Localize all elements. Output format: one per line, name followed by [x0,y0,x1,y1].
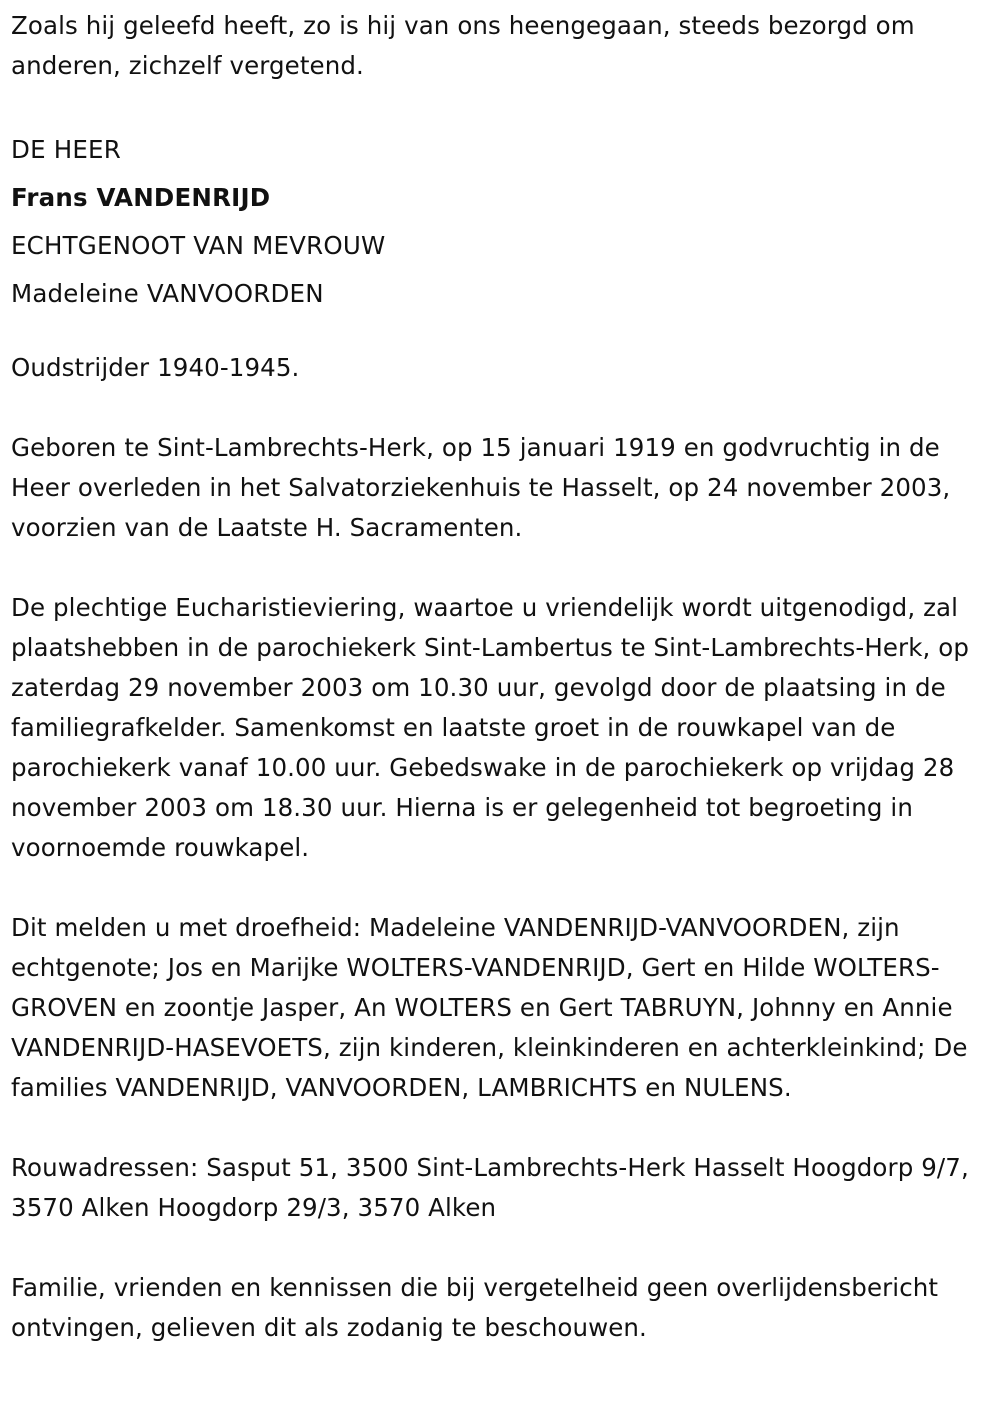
spouse-name: Madeleine VANVOORDEN [11,279,324,308]
ceremony-text: De plechtige Eucharistieviering, waartoe u vriendelijk wordt uitgenodigd, zal plaatshebben in de parochiekerk Sint-Lambertus te Sint-Lambrechts-Herk, op zaterdag 29 november 2003 om 10.30 uur, gevolgd door de plaatsing in de familiegrafkelder. Samenkomst en laatste groet in de rouwkapel van de parochiekerk vanaf 10.00 uur. Gebedswake in de parochiekerk op vrijdag 28 november 2003 om 18.30 uur. Hierna is er gelegenheid tot begroeting in voornoemde rouwkapel. [11,593,970,862]
veteran-text: Oudstrijder 1940-1945. [11,353,300,382]
deceased-name: Frans VANDENRIJD [11,183,271,212]
family-notice-text: Dit melden u met droefheid: Madeleine VANDENRIJD-VANVOORDEN, zijn echtgenote; Jos en Marijke WOLTERS-VANDENRIJD, Gert en Hilde WOLTERS-GROVEN en zoontje Jasper, An WOLTERS en Gert TABRUYN, Johnny en Annie VANDENRIJD-HASEVOETS, zijn kinderen, kleinkinderen en achterkleinkind; De families VANDENRIJD, VANVOORDEN, LAMBRICHTS en NULENS. [11,913,968,1102]
closing-text: Familie, vrienden en kennissen die bij vergetelheid geen overlijdensbericht ontvingen, gelieven dit als zodanig te beschouwen. [11,1273,939,1342]
birth-death-text: Geboren te Sint-Lambrechts-Herk, op 15 januari 1919 en godvruchtig in de Heer overleden in het Salvatorziekenhuis te Hasselt, op 24 november 2003, voorzien van de Laatste H. Sacramenten. [11,433,951,542]
deceased-title-block [11,126,988,318]
spouse-label: ECHTGENOOT VAN MEVROUW [11,231,386,260]
honorific: DE HEER [11,135,121,164]
opening-text: Zoals hij geleefd heeft, zo is hij van ons heengegaan, steeds bezorgd om anderen, zichzelf vergetend. [11,11,915,80]
addresses-text: Rouwadressen: Sasput 51, 3500 Sint-Lambrechts-Herk Hasselt Hoogdorp 9/7, 3570 Alken Hoogdorp 29/3, 3570 Alken [11,1153,969,1222]
